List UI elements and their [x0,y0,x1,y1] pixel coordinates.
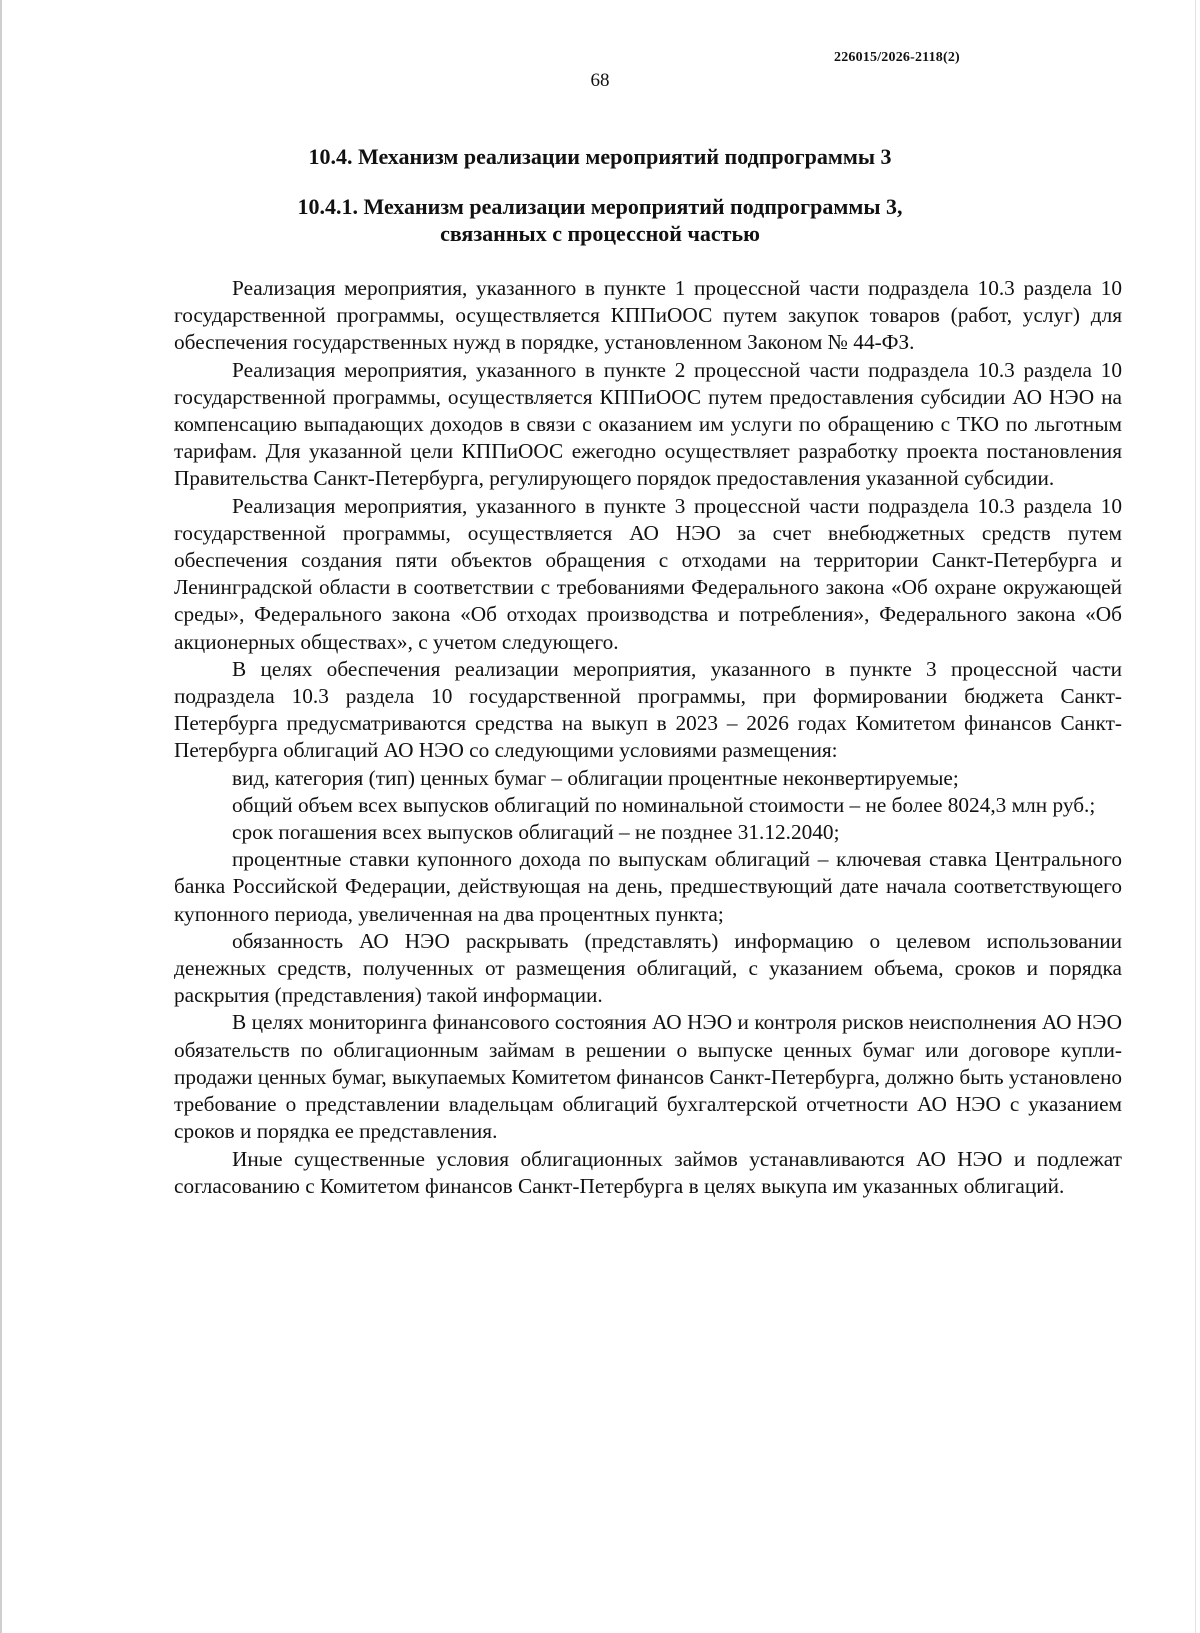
section-heading-text: 10.4. Механизм реализации мероприятий подпрограммы 3 [308,144,892,169]
paragraph: обязанность АО НЭО раскрывать (представлять) информацию о целевом использовании денежных средств, полученных от размещения облигаций, с указанием объема, сроков и порядка раскрытия (представления) такой информации. [174,928,1122,1008]
subsection-heading-line-1: 10.4.1. Механизм реализации мероприятий подпрограммы 3, [297,194,903,219]
paragraph: срок погашения всех выпусков облигаций – не позднее 31.12.2040; [232,820,840,845]
paragraph: вид, категория (тип) ценных бумаг – облигации процентные неконвертируемые; [232,765,959,790]
subsection-heading-line-2: связанных с процессной частью [440,221,760,246]
scan-edge-right [1195,0,1196,1633]
paragraph: Реализация мероприятия, указанного в пункте 3 процессной части подраздела 10.3 раздела 10 государственной программы, осуществляется АО НЭО за счет внебюджетных средств путем обеспечения создания пяти объектов обращения с отходами на территории Санкт-Петербурга и Ленинградской области в соответствии с требованиями Федерального закона «Об охране окружающей среды», Федерального закона «Об отходах производства и потребления», Федерального закона «Об акционерных обществах», с учетом следующего. [174,493,1122,654]
paragraph: В целях мониторинга финансового состояния АО НЭО и контроля рисков неисполнения АО НЭО обязательств по облигационным займам в решении о выпуске ценных бумаг или договоре купли-продажи ценных бумаг, выкупаемых Комитетом финансов Санкт-Петербурга, должно быть установлено требование о представлении владельцам облигаций бухгалтерской отчетности АО НЭО с указанием сроков и порядка ее представления. [174,1010,1122,1144]
paragraph: Реализация мероприятия, указанного в пункте 1 процессной части подраздела 10.3 раздела 10 государственной программы, осуществляется КППиООС путем закупок товаров (работ, услуг) для обеспечения государственных нужд в порядке, установленном Законом № 44-ФЗ. [174,276,1122,355]
section-heading [150,143,1050,170]
paragraph: Реализация мероприятия, указанного в пункте 2 процессной части подраздела 10.3 раздела 10 государственной программы, осуществляется КППиООС путем предоставления субсидии АО НЭО на компенсацию выпадающих доходов в связи с оказанием им услуги по обращению с ТКО по льготным тарифам. Для указанной цели КППиООС ежегодно осуществляет разработку проекта постановления Правительства Санкт-Петербурга, регулирующего порядок предоставления указанной субсидии. [174,357,1122,491]
paragraph: Иные существенные условия облигационных займов устанавливаются АО НЭО и подлежат согласованию с Комитетом финансов Санкт-Петербурга в целях выкупа им указанных облигаций. [174,1146,1122,1198]
paragraph: общий объем всех выпусков облигаций по номинальной стоимости – не более 8024,3 млн руб.; [232,792,1096,817]
scan-edge-left [0,0,2,1633]
document-number: 226015/2026-2118(2) [834,50,960,65]
body-text [174,275,1122,1200]
paragraph: процентные ставки купонного дохода по выпускам облигаций – ключевая ставка Центрального банка Российской Федерации, действующая на день, предшествующий дате начала соответствующего купонного периода, увеличенная на два процентных пункта; [174,847,1122,926]
page-number: 68 [590,70,610,91]
subsection-heading [150,193,1050,247]
paragraph: В целях обеспечения реализации мероприятия, указанного в пункте 3 процессной части подраздела 10.3 раздела 10 государственной программы, при формировании бюджета Санкт-Петербурга предусматриваются средства на выкуп в 2023 – 2026 годах Комитетом финансов Санкт-Петербурга облигаций АО НЭО со следующими условиями размещения: [174,656,1122,763]
